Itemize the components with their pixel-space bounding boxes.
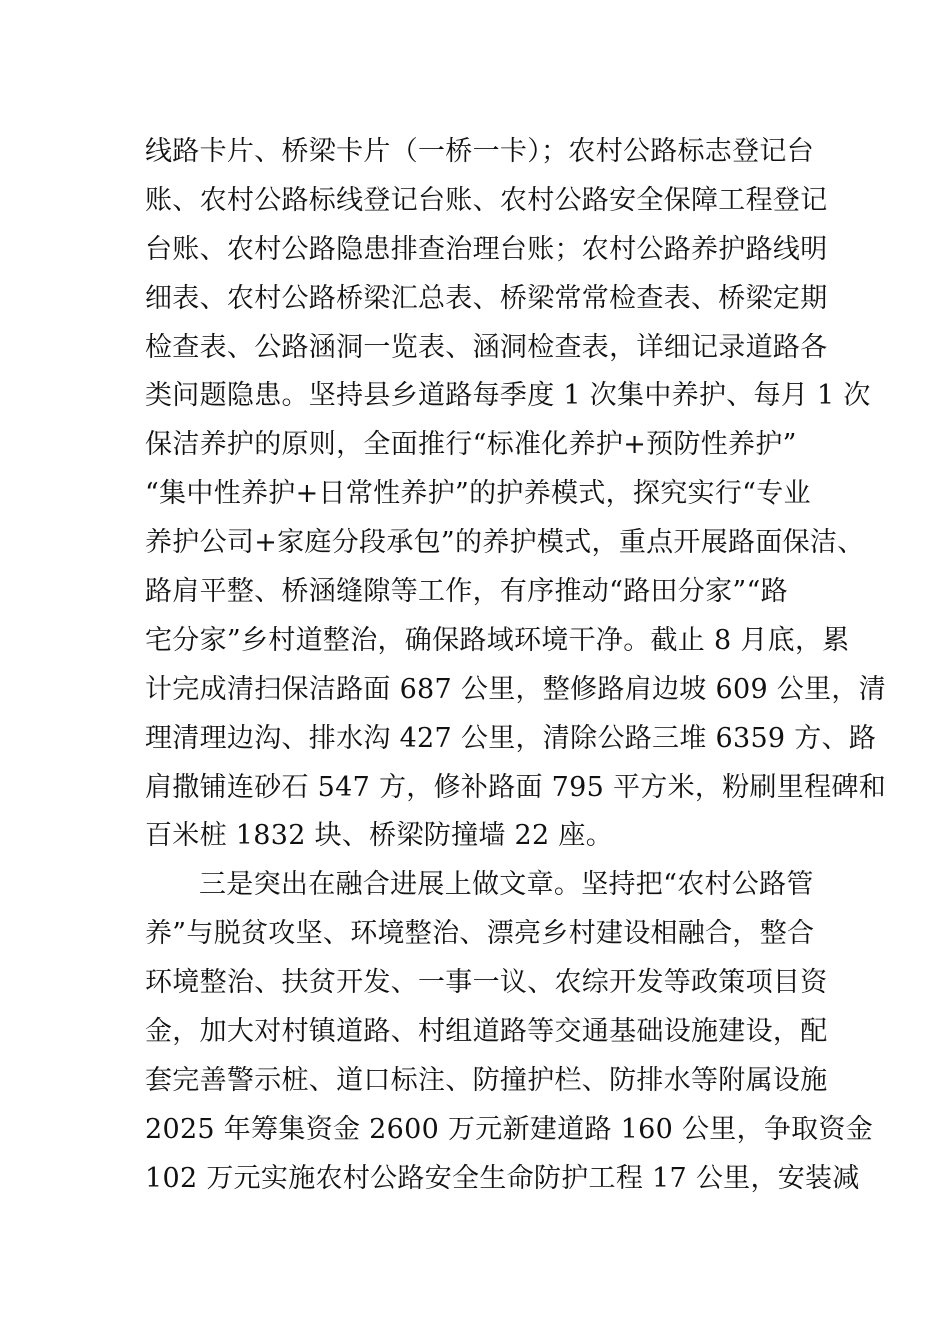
body-text <box>145 128 886 1204</box>
text-line: 线路卡片、桥梁卡片（一桥一卡）；农村公路标志登记台 <box>145 136 814 167</box>
text-line: “集中性养护+日常性养护”的护养模式，探究实行“专业 <box>145 478 811 510</box>
paragraph-first-line: 三是突出在融合进展上做文章。坚持把“农村公路管 <box>199 869 814 901</box>
text-line: 2025 年筹集资金 2600 万元新建道路 160 公里，争取资金 <box>145 1113 874 1145</box>
text-line: 类问题隐患。坚持县乡道路每季度 1 次集中养护、每月 1 次 <box>145 380 871 412</box>
text-line: 路肩平整、桥涵缝隙等工作，有序推动“路田分家”“路 <box>145 576 788 608</box>
text-line: 金，加大对村镇道路、村组道路等交通基础设施建设，配 <box>145 1016 828 1048</box>
text-line: 保洁养护的原则，全面推行“标准化养护+预防性养护” <box>145 429 797 461</box>
text-line: 百米桩 1832 块、桥梁防撞墙 22 座。 <box>145 820 613 852</box>
text-line: 计完成清扫保洁路面 687 公里，整修路肩边坡 609 公里，清 <box>145 673 886 705</box>
text-line: 台账、农村公路隐患排查治理台账；农村公路养护路线明 <box>145 233 828 265</box>
text-line: 检查表、公路涵洞一览表、涵洞检查表，详细记录道路各 <box>145 331 828 363</box>
text-line: 细表、农村公路桥梁汇总表、桥梁常常检查表、桥梁定期 <box>145 282 828 314</box>
text-line: 套完善警示桩、道口标注、防撞护栏、防排水等附属设施 <box>145 1064 828 1096</box>
text-line: 养护公司+家庭分段承包”的养护模式，重点开展路面保洁、 <box>145 527 865 559</box>
text-line: 账、农村公路标线登记台账、农村公路安全保障工程登记 <box>145 184 828 216</box>
text-line: 宅分家”乡村道整治，确保路域环境干净。截止 8 月底，累 <box>145 624 850 656</box>
text-line: 环境整治、扶贫开发、一事一议、农综开发等政策项目资 <box>145 967 828 999</box>
text-line: 102 万元实施农村公路安全生命防护工程 17 公里，安装减 <box>145 1162 860 1194</box>
text-line: 肩撒铺连砂石 547 方，修补路面 795 平方米，粉刷里程碑和 <box>145 771 886 803</box>
text-line: 理清理边沟、排水沟 427 公里，清除公路三堆 6359 方、路 <box>145 722 877 754</box>
text-line: 养”与脱贫攻坚、环境整治、漂亮乡村建设相融合，整合 <box>145 918 815 950</box>
